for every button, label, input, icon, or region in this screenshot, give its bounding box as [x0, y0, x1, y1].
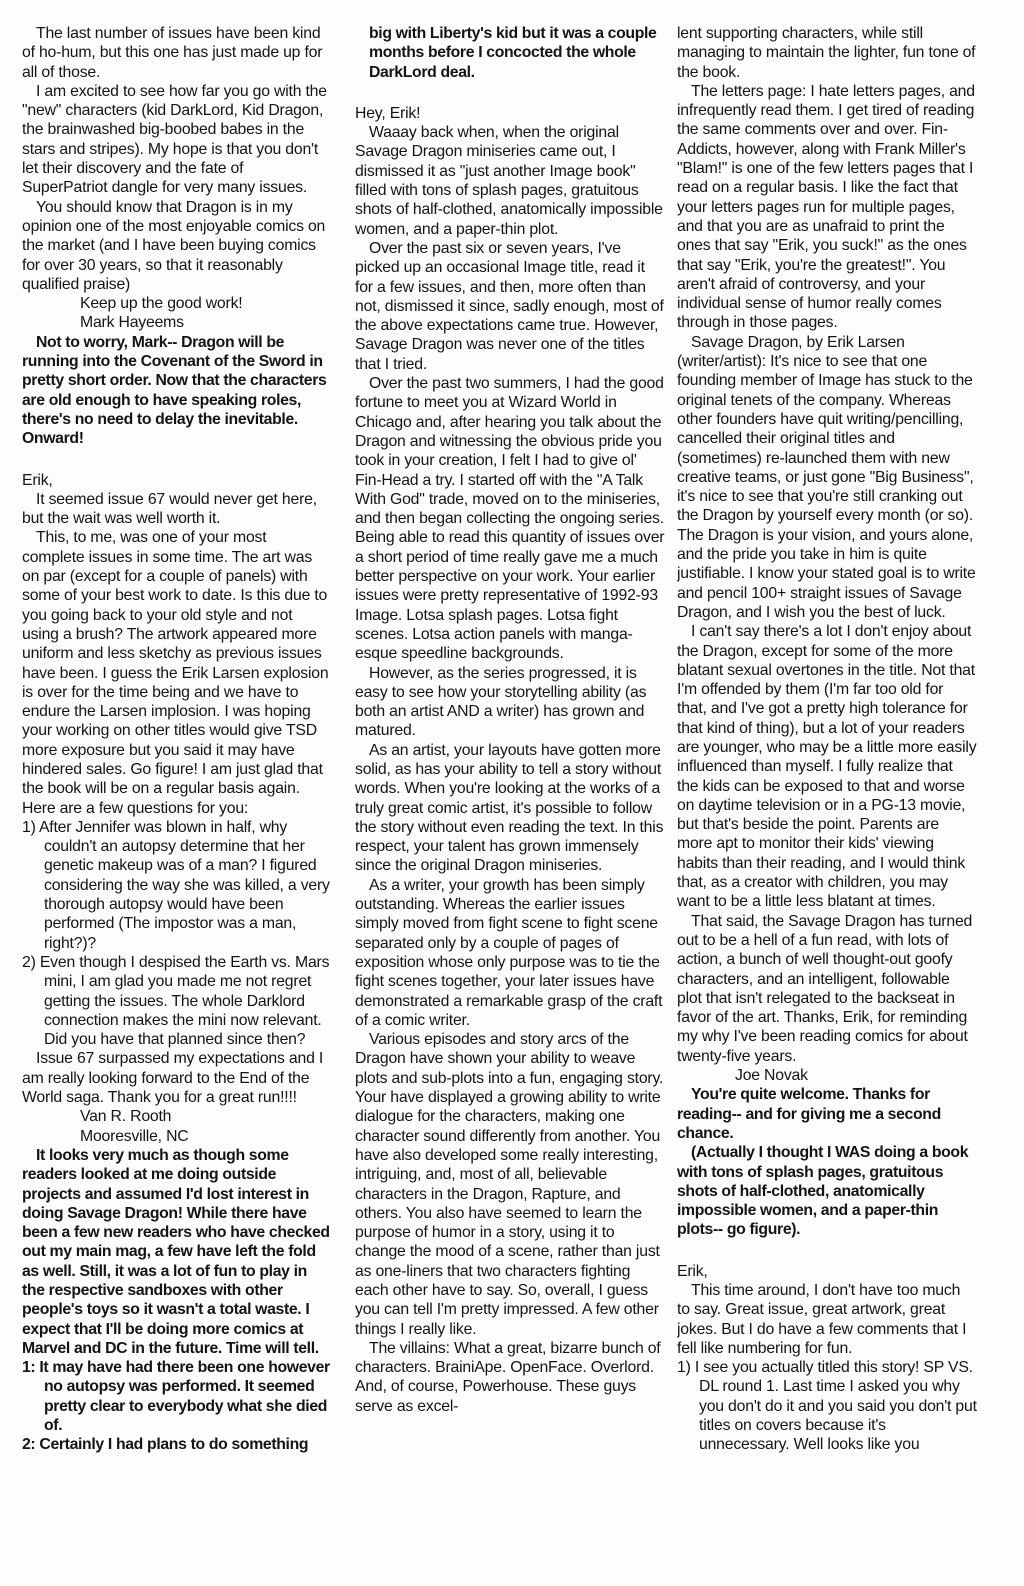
letter-paragraph: Issue 67 surpassed my expectations and I am really looking forward to the End of the World saga. Thank you for a great run!!!! — [22, 1050, 324, 1107]
letter-signer: Mark Hayeems — [80, 314, 184, 332]
letter-closing: Keep up the good work! — [80, 295, 243, 313]
letter-paragraph: lent supporting characters, while still managing to maintain the lighter, fun tone of the book. — [677, 25, 976, 81]
letter-signer: Joe Novak — [735, 1067, 808, 1085]
letter-paragraph: This, to me, was one of your most complete issues in some time. The art was on par (except for a couple of panels) with some of your best work to date. Is this due to you going back to your old style and not using a brush? The artwork appeared more uniform and less sketchy as previous issues have been. I guess the Erik Larsen explosion is over for the time being and we have to endure the Larsen implosion. I was hoping your working on other titles would give TSD more exposure but you said it may have hindered sales. Go figure! I am just glad that the book will be on a regular basis again. Here are a few questions for you: — [22, 529, 329, 817]
letter-greeting: Erik, — [22, 471, 53, 489]
editor-answer: 2: Certainly I had plans to do something — [22, 1436, 309, 1454]
letter-paragraph: However, as the series progressed, it is easy to see how your storytelling ability (as both an artist AND a writer) has grown and matured. — [355, 664, 647, 740]
editor-reply: It looks very much as though some readers looked at me doing outside projects and assumed I'd lost interest in doing Savage Dragon! While there have been a few new readers who have checked out my main mag, a few have left the fold as well. Still, it was a lot of fun to play in the respective sandboxes with other people's toys so it wasn't a total waste. I expect that I'll be doing more comics at Marvel and DC in the future. Time will tell. — [22, 1146, 330, 1357]
letter-paragraph: As a writer, your growth has been simply outstanding. Whereas the earlier issues simply moved from fight scene to fight scene separated only by a couple of pages of exposition whose only purpose was to tie the fight scenes together, your later issues have demonstrated a remarkable grasp of the craft of a comic writer. — [355, 876, 663, 1029]
letter-paragraph: Waaay back when, when the original Savage Dragon miniseries came out, I dismissed it as "just another Image book" filled with tons of splash pages, gratuitous shots of half-clothed, anatomically impossible women, and a paper-thin plot. — [355, 124, 663, 238]
letter-signer: Van R. Rooth — [80, 1108, 172, 1126]
column-3 — [677, 24, 977, 1574]
letter-question: 1) After Jennifer was blown in half, why couldn't an autopsy determine that her genetic makeup was of a man? I figured considering the way she was killed, a very thorough autopsy would have been performed (The impostor was a man, right?)? — [22, 818, 330, 952]
letter-paragraph: Various episodes and story arcs of the Dragon have shown your ability to weave plots and sub-plots into a fun, engaging story. Your have displayed a growing ability to write dialogue for the characters, making one character sound differently from another. You have also developed some really interesting, intriguing, and, most of all, believable characters in the Dragon, Rapture, and others. You also have seemed to learn the purpose of humor in a story, using it to change the mood of a scene, rather than just as one-liners that two characters fighting each other have to say. So, overall, I guess you can tell I'm pretty impressed. A few other things I really like. — [355, 1031, 664, 1338]
letter-greeting: Hey, Erik! — [355, 104, 421, 122]
letter-paragraph: The villains: What a great, bizarre bunch of characters. BrainiApe. OpenFace. Overlord. And, of course, Powerhouse. These guys serve as excel- — [355, 1339, 661, 1415]
column-1 — [22, 24, 332, 1574]
letter-paragraph: This time around, I don't have too much to say. Great issue, great artwork, great jokes. But I do have a few comments that I fell like numbering for fun. — [677, 1282, 967, 1357]
letter-paragraph: I am excited to see how far you go with the "new" characters (kid DarkLord, Kid Dragon, the brainwashed big-boobed babes in the stars and stripes). My hope is that you don't let their discovery and the fate of SuperPatriot dangle for very many issues. — [22, 82, 327, 197]
letter-paragraph: Over the past six or seven years, I've picked up an occasional Image title, read it for a few issues, and then, more often than not, dismissed it since, sadly enough, most of the above expectations came true. However, Savage Dragon was never one of the titles that I tried. — [355, 239, 664, 373]
letter-paragraph: It seemed issue 67 would never get here, but the wait was well worth it. — [22, 490, 317, 528]
letter-paragraph: That said, the Savage Dragon has turned out to be a hell of a fun read, with lots of action, a bunch of well thought-out goofy characters, and an intelligent, followable plot that isn't relegated to the backseat in favor of the art. Thanks, Erik, for reminding my why I've been reading comics for about twenty-five years. — [677, 912, 973, 1065]
letter-signer-location: Mooresville, NC — [80, 1127, 189, 1145]
editor-reply: You're quite welcome. Thanks for reading-- and for giving me a second chance. — [677, 1086, 941, 1142]
letter-paragraph: The letters page: I hate letters pages, and infrequently read them. I get tired of reading the same comments over and over. Fin-Addicts, however, along with Frank Miller's "Blam!" is one of the few letters pages that I read on a regular basis. I like the fact that your letters pages run for multiple pages, and that you are as unafraid to print the ones that say "Erik, you suck!" as the ones that say "Erik, you're the greatest!". You aren't afraid of controversy, and your individual sense of humor really comes through in those pages. — [677, 82, 975, 332]
letter-paragraph: You should know that Dragon is in my opinion one of the most enjoyable comics on the market (and I have been buying comics for over 30 years, so that it reasonably qualified praise) — [22, 198, 326, 293]
letter-paragraph: As an artist, your layouts have gotten more solid, as has your ability to tell a story without words. When you're looking at the works of a truly great comic artist, it's possible to follow the story without even reading the text. In this respect, your talent has grown immensely since the original Dragon miniseries. — [355, 741, 664, 875]
letter-paragraph: Over the past two summers, I had the good fortune to meet you at Wizard World in Chicago and, after hearing you talk about the Dragon and witnessing the obvious pride you took in your creation, I felt I had to give ol' Fin-Head a try. I started off with the "A Talk With God" trade, moved on to the miniseries, and then began collecting the ongoing series. Being able to read this quantity of issues over a short period of time really gave me a much better perspective on your work. Your earlier issues were pretty representative of 1992-93 Image. Lotsa splash pages. Lotsa fight scenes. Lotsa action panels with manga-esque speedline backgrounds. — [355, 375, 665, 663]
letter-paragraph: The last number of issues have been kind of ho-hum, but this one has just made up for all of those. — [22, 25, 323, 81]
letter-question: 1) I see you actually titled this story! SP VS. DL round 1. Last time I asked you why you don't do it and you said you don't put titles on covers because it's unnecessary. Well looks like you — [677, 1359, 977, 1454]
editor-answer-continued: big with Liberty's kid but it was a couple months before I concocted the whole DarkLord deal. — [369, 25, 657, 81]
letter-paragraph: Savage Dragon, by Erik Larsen (writer/artist): It's nice to see that one founding member of Image has stuck to the original tenets of the company. Whereas other founders have quit writing/pencilling, cancelled their original titles and (sometimes) re-launched them with new creative teams, or just gone "Big Business", it's nice to see that you're still cranking out the Dragon by yourself every month (or so). The Dragon is your vision, and yours alone, and the pride you take in him is quite justifiable. I know your stated goal is to write and pencil 100+ straight issues of Savage Dragon, and I wish you the best of luck. — [677, 333, 976, 621]
editor-reply: (Actually I thought I WAS doing a book with tons of splash pages, gratuitous shots of half-clothed, anatomically impossible women, and a paper-thin plots-- go figure). — [677, 1144, 969, 1239]
column-2 — [355, 24, 665, 1574]
editor-reply: Not to worry, Mark-- Dragon will be running into the Covenant of the Sword in pretty short order. Now that the characters are old enough to have speaking roles, there's no need to delay the inevitable. Onward! — [22, 333, 327, 448]
letter-paragraph: I can't say there's a lot I don't enjoy about the Dragon, except for some of the more blatant sexual overtones in the title. Not that I'm offended by them (I'm far too old for that, and I've got a pretty high tolerance for that kind of thing), but a lot of your readers are younger, who may be a little more easily influenced than myself. I fully realize that the kids can be exposed to that and worse on daytime television or in a PG-13 movie, but that's beside the point. Parents are more apt to monitor their kids' viewing habits than their reading, and I would think that, as a creator with children, you may want to be a little less blatant at times. — [677, 623, 977, 911]
letter-greeting: Erik, — [677, 1262, 708, 1280]
editor-answer: 1: It may have had there been one however no autopsy was performed. It seemed pretty clear to everybody what she died of. — [22, 1359, 330, 1435]
letter-question: 2) Even though I despised the Earth vs. Mars mini, I am glad you made me not regret getting the issues. The whole Darklord connection makes the mini now relevant. Did you have that planned since then? — [22, 953, 330, 1049]
